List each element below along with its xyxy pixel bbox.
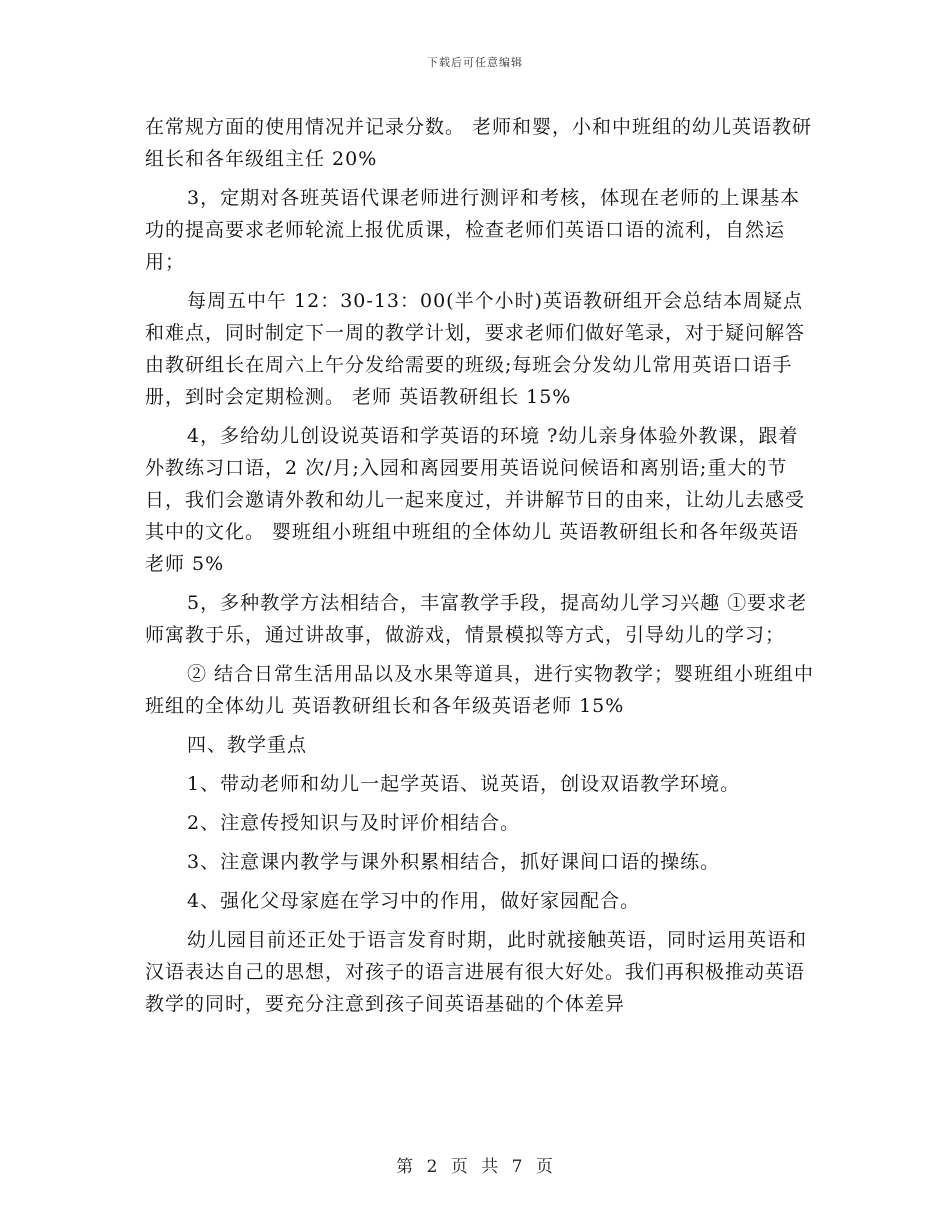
list-item-4: 4、强化父母家庭在学习中的作用，做好家园配合。 <box>187 890 641 912</box>
document-body <box>145 111 815 1027</box>
section-heading: 四、教学重点 <box>187 734 308 756</box>
page-header-note: 下载后可任意编辑 <box>427 56 523 69</box>
paragraph-2: 3，定期对各班英语代课老师进行测评和考核，体现在老师的上课基本功的提高要求老师轮流上报优质课，检查老师们英语口语的流利，自然运用； <box>145 187 801 273</box>
list-item-3: 3、注意课内教学与课外积累相结合，抓好课间口语的操练。 <box>187 851 721 873</box>
paragraph-4: 4，多给幼儿创设说英语和学英语的环境 ?幼儿亲身体验外教课，跟着外教练习口语，2 次/月;入园和离园要用英语说问候语和离别语;重大的节日，我们会邀请外教和幼儿一起来度过，并讲解节日的由来，让幼儿去感受其中的文化。 婴班组小班组中班组的全体幼儿 英语教研组长和各年级英语老师 5% <box>145 425 806 575</box>
paragraph-3: 每周五中午 12：30-13：00(半个小时)英语教研组开会总结本周疑点和难点，同时制定下一周的教学计划，要求老师们做好笔录，对于疑问解答由教研组长在周六上午分发给需要的班级;每班会分发幼儿常用英语口语手册，到时会定期检测。 老师 英语教研组长 15% <box>145 290 806 408</box>
list-item-2: 2、注意传授知识与及时评价相结合。 <box>187 812 521 834</box>
paragraph-closing: 幼儿园目前还正处于语言发育时期，此时就接触英语，同时运用英语和汉语表达自己的思想，对孩子的语言进展有很大好处。我们再积极推动英语教学的同时，要充分注意到孩子间英语基础的个体差异 <box>145 929 808 1015</box>
paragraph-6: ② 结合日常生活用品以及水果等道具，进行实物教学；婴班组小班组中班组的全体幼儿 英语教研组长和各年级英语老师 15% <box>145 663 815 717</box>
paragraph-1: 在常规方面的使用情况并记录分数。 老师和婴，小和中班组的幼儿英语教研组长和各年级组主任 20% <box>145 116 813 170</box>
paragraph-5: 5，多种教学方法相结合，丰富教学手段，提高幼儿学习兴趣 ①要求老师寓教于乐，通过讲故事，做游戏，情景模拟等方式，引导幼儿的学习； <box>145 592 808 646</box>
list-item-1: 1、带动老师和幼儿一起学英语、说英语，创设双语教学环境。 <box>187 773 741 795</box>
page-footer-number: 第 2 页 共 7 页 <box>396 1157 554 1177</box>
